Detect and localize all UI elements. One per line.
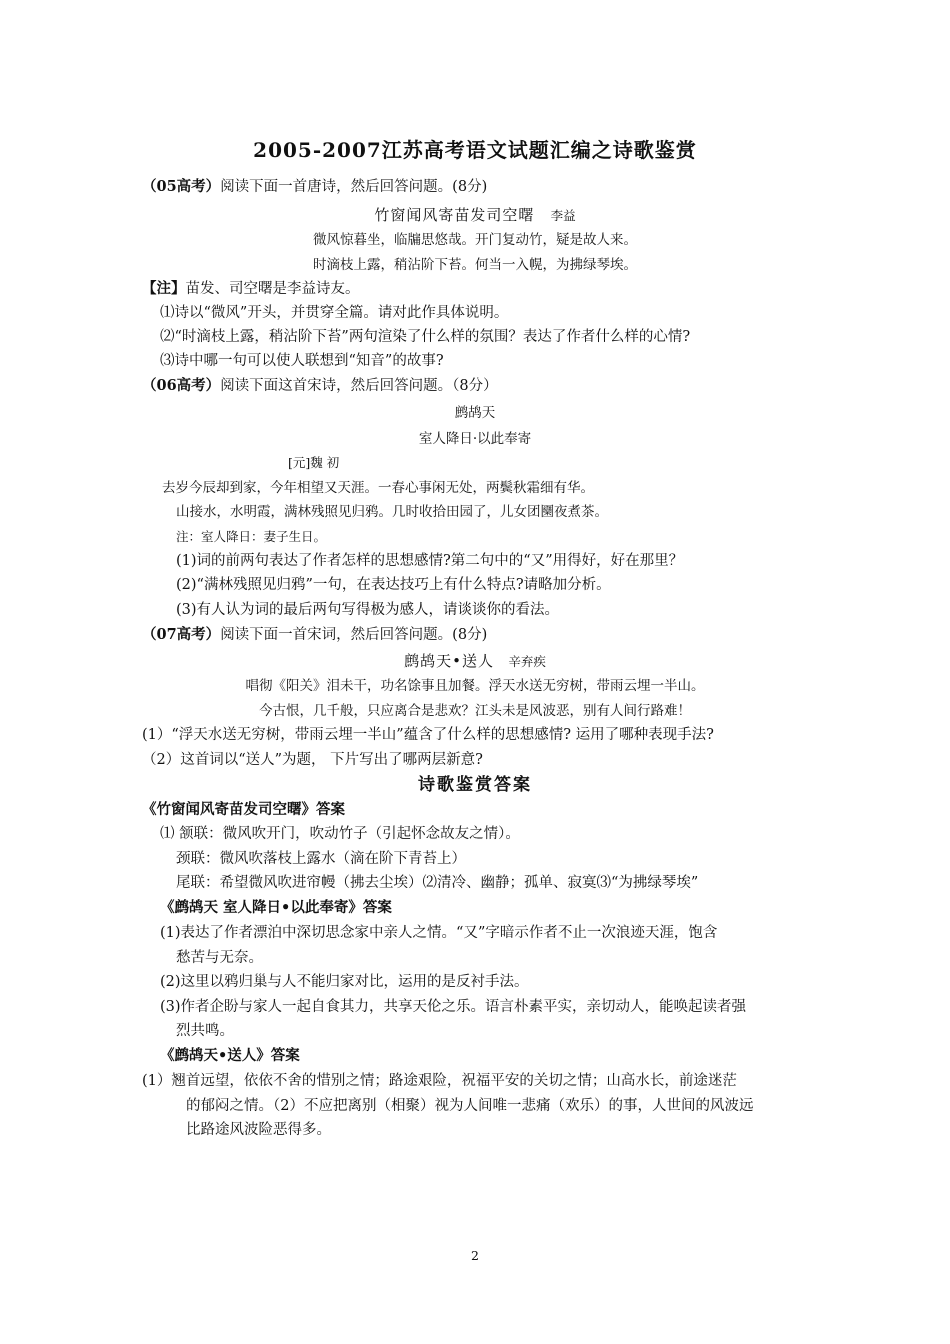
- answers-heading: 诗歌鉴赏答案: [418, 775, 532, 795]
- q06-poem-title: 鹧鸪天: [454, 405, 496, 421]
- q05-question-2: ⑵“时滴枝上露，稍沾阶下苔”两句渲染了什么样的氛围？表达了作者什么样的心情?: [160, 329, 691, 345]
- page-title: 2005-2007江苏高考语文试题汇编之诗歌鉴赏: [253, 138, 697, 162]
- a07-line-2: 的郁闷之情。（2）不应把离别（相聚）视为人间唯一悲痛（欢乐）的事，人世间的风波远: [186, 1098, 754, 1114]
- q06-author: [元]魏 初: [288, 455, 340, 470]
- q07-question-2: （2）这首词以“送人”为题， 下片写出了哪两层新意?: [142, 752, 483, 768]
- a07-heading: 《鹧鸪天•送人》答案: [160, 1047, 300, 1064]
- q05-tag: （05高考）: [142, 178, 221, 195]
- q05-poem-line-1: 微风惊暮坐，临牖思悠哉。开门复动竹，疑是故人来。: [313, 232, 637, 248]
- q05-question-3: ⑶诗中哪一句可以使人联想到“知音”的故事?: [160, 353, 444, 369]
- q06-poem-line-2: 山接水，水明霞，满林残照见归鸦。几时收拾田园了，儿女团圞夜煮茶。: [176, 504, 608, 520]
- q05-note-text: 苗发、司空曙是李益诗友。: [185, 281, 360, 297]
- q07-title-text: 鹧鸪天•送人: [404, 652, 495, 670]
- a06-line-5: 烈共鸣。: [176, 1023, 234, 1039]
- a05-line-1: ⑴ 颔联：微风吹开门，吹动竹子（引起怀念故友之情）。: [160, 826, 520, 842]
- q07-poem-line-1: 唱彻《阳关》泪未干，功名馀事且加餐。浮天水送无穷树，带雨云埋一半山。: [245, 678, 705, 694]
- q07-poem-line-2: 今古恨，几千般，只应离合是悲欢？江头未是风波恶，别有人间行路难！: [259, 703, 691, 719]
- q05-intro: [142, 177, 487, 197]
- a07-line-3: 比路途风波险恶得多。: [186, 1122, 331, 1138]
- q05-poem-line-2: 时滴枝上露，稍沾阶下苔。何当一入幌，为拂绿琴埃。: [313, 257, 637, 273]
- q05-title-text: 竹窗闻风寄苗发司空曙: [374, 206, 535, 224]
- q06-question-2: (2)“满林残照见归鸦”一句，在表达技巧上有什么特点?请略加分析。: [176, 577, 611, 593]
- a06-line-2: 愁苦与无奈。: [176, 950, 263, 966]
- q06-subtitle: 室人降日·以此奉寄: [418, 431, 532, 447]
- a05-heading: 《竹窗闻风寄苗发司空曙》答案: [142, 801, 345, 818]
- q07-intro-text: 阅读下面一首宋词，然后回答问题。(8分): [220, 627, 488, 643]
- q06-intro-text: 阅读下面这首宋诗，然后回答问题。（8分）: [220, 378, 498, 394]
- a06-line-4: (3)作者企盼与家人一起自食其力，共享天伦之乐。语言朴素平实，亲切动人，能唤起读者强: [160, 999, 747, 1015]
- q07-author: 辛弃疾: [508, 654, 546, 669]
- q05-intro-text: 阅读下面一首唐诗，然后回答问题。(8分): [220, 179, 488, 195]
- q07-question-1: (1）“浮天水送无穷树，带雨云埋一半山”蕴含了什么样的思想感情? 运用了哪种表现手法?: [142, 727, 714, 743]
- q05-poem-title: [0, 205, 950, 226]
- q06-question-3: (3)有人认为词的最后两句写得极为感人，请谈谈你的看法。: [176, 602, 560, 618]
- q07-tag: （07高考）: [142, 626, 221, 643]
- q06-note: 注：室人降日：妻子生日。: [176, 529, 327, 544]
- a05-line-2: 颈联：微风吹落枝上露水（滴在阶下青苔上）: [176, 851, 466, 867]
- q05-author: 李益: [550, 208, 576, 223]
- q05-note-tag: 【注】: [142, 280, 186, 297]
- a06-line-3: (2)这里以鸦归巢与人不能归家对比，运用的是反衬手法。: [160, 974, 529, 990]
- q06-tag: （06高考）: [142, 377, 221, 394]
- q05-note: [142, 279, 360, 299]
- a05-line-3: 尾联：希望微风吹进帘幔（拂去尘埃）⑵清冷、幽静；孤单、寂寞⑶“为拂绿琴埃”: [176, 875, 699, 891]
- q07-intro: [142, 625, 487, 645]
- q07-poem-title: [0, 651, 950, 672]
- q06-intro: [142, 376, 498, 396]
- q06-question-1: (1)词的前两句表达了作者怎样的思想感情?第二句中的“又”用得好，好在那里？: [176, 553, 684, 569]
- q06-poem-line-1: 去岁今辰却到家，今年相望又天涯。一春心事闲无处，两鬓秋霜细有华。: [162, 480, 594, 496]
- q05-question-1: ⑴诗以“微风”开头，并贯穿全篇。请对此作具体说明。: [160, 305, 509, 321]
- page-number: 2: [471, 1248, 479, 1263]
- a06-heading: 《鹧鸪天 室人降日•以此奉寄》答案: [160, 899, 392, 916]
- a07-line-1: (1）翘首远望，依依不舍的惜别之情；路途艰险，祝福平安的关切之情；山高水长，前途迷茫: [142, 1073, 737, 1089]
- a06-line-1: (1)表达了作者漂泊中深切思念家中亲人之情。“又”字暗示作者不止一次浪迹天涯，饱含: [160, 925, 718, 941]
